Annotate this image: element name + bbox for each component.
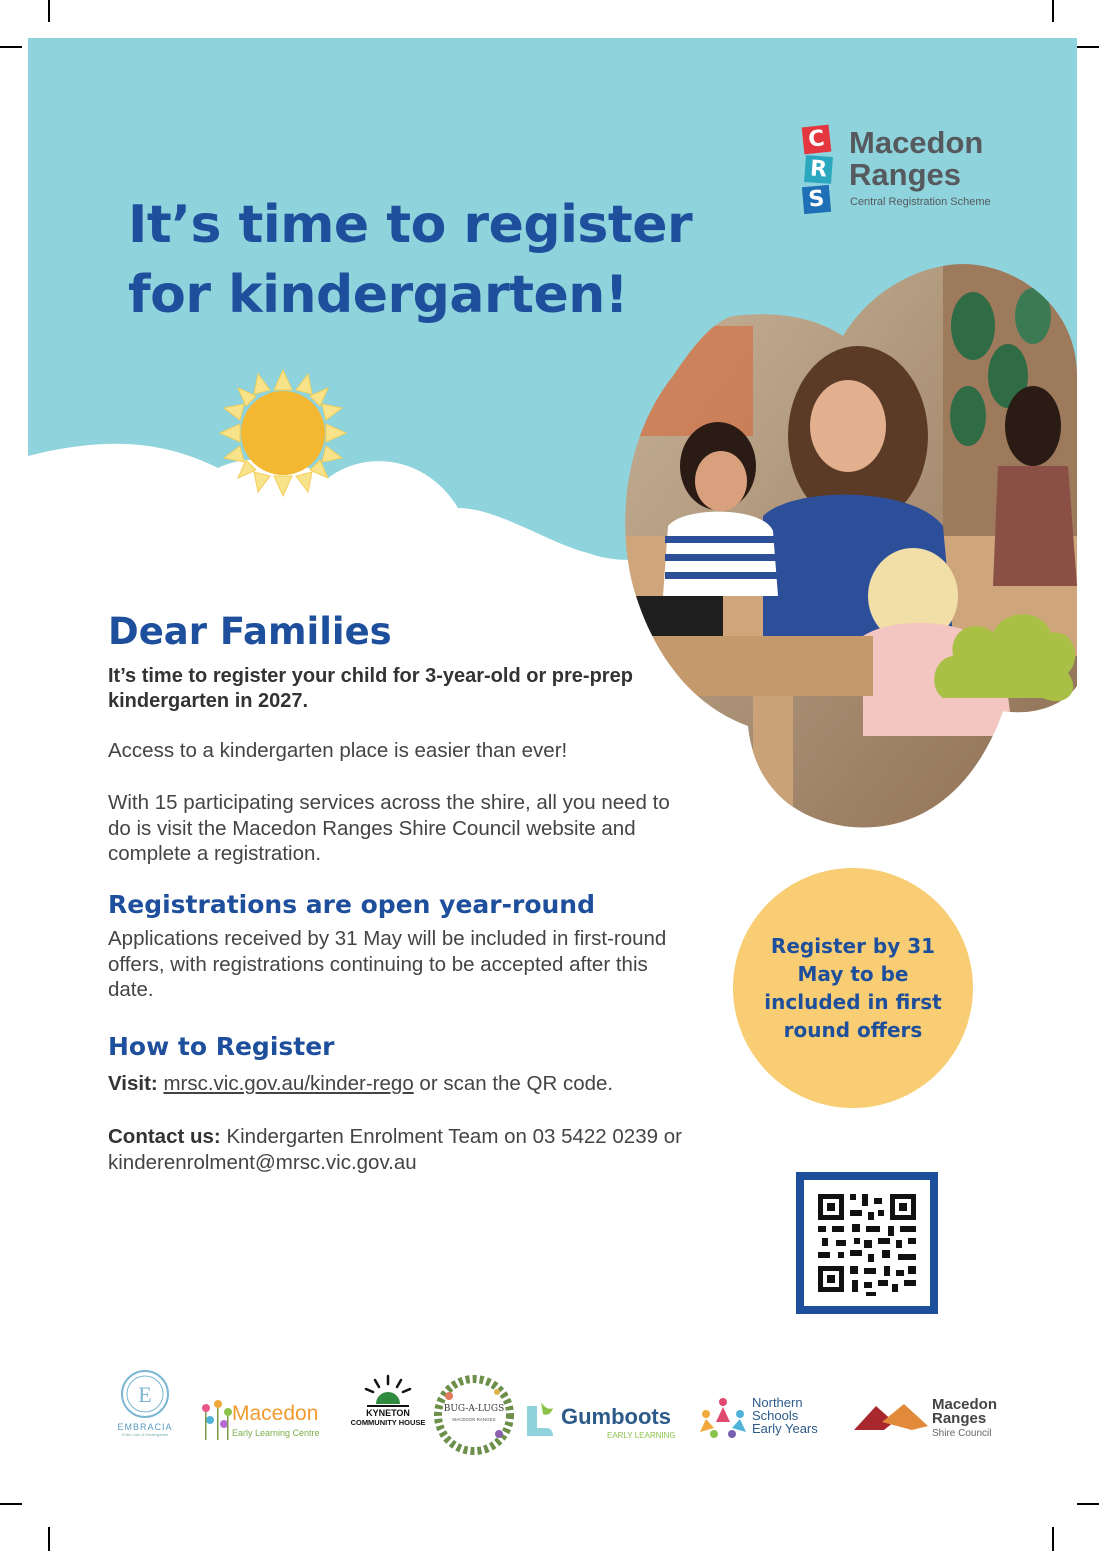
- lead-paragraph: It’s time to register your child for 3-year-old or pre-prep kindergarten in 2027.: [108, 665, 633, 712]
- how-to-heading: How to Register: [108, 1032, 335, 1061]
- poster: [28, 38, 1077, 1513]
- register-link[interactable]: mrsc.vic.gov.au/kinder-rego: [163, 1072, 414, 1095]
- sun-icon: [218, 368, 348, 498]
- brand-subtitle: Central Registration Scheme: [850, 196, 991, 208]
- visit-label: Visit:: [108, 1072, 158, 1095]
- mountain-icon: [854, 1402, 928, 1432]
- people-icon: [698, 1394, 748, 1444]
- logo-macedon-ranges-council: [854, 1396, 1014, 1446]
- greeting-heading: Dear Families: [108, 610, 392, 653]
- gumboots-icon: [523, 1400, 559, 1440]
- crop-mark: [48, 0, 50, 22]
- gumboots-subtitle: EARLY LEARNING: [607, 1431, 676, 1440]
- visit-suffix: or scan the QR code.: [413, 1072, 614, 1095]
- contact-label: Contact us:: [108, 1125, 221, 1148]
- contact-line: [108, 1124, 688, 1175]
- logo-embracia: [110, 1368, 180, 1448]
- embracia-initial: E: [138, 1382, 152, 1407]
- registrations-body: Applications received by 31 May will be included in first-round offers, with registrations continuing to be accepted after this date.: [108, 927, 667, 1001]
- northern-schools-name: Northern Schools Early Years: [752, 1395, 818, 1436]
- visit-line: [108, 1071, 728, 1097]
- crs-letter-s: S: [802, 185, 831, 214]
- paragraph-services: With 15 participating services across the shire, all you need to do is visit the Macedon Ranges Shire Council website and complete a registration.: [108, 791, 670, 865]
- sunrise-icon: [363, 1374, 413, 1408]
- logo-kyneton: [350, 1374, 426, 1444]
- crs-letter-c: C: [802, 125, 832, 155]
- page-title: It’s time to register for kindergarten!: [128, 195, 693, 325]
- deadline-badge: [733, 868, 973, 1108]
- kyneton-subtitle: COMMUNITY HOUSE: [350, 1418, 426, 1427]
- qr-code-icon: [804, 1180, 930, 1306]
- qr-code[interactable]: [796, 1172, 938, 1314]
- logo-gumboots: [523, 1400, 683, 1444]
- crop-mark: [1052, 1527, 1054, 1551]
- crop-mark: [0, 1503, 22, 1505]
- embracia-emblem-icon: [119, 1368, 171, 1420]
- deadline-badge-text: Register by 31 May to be included in first round offers: [764, 934, 942, 1042]
- council-name: Macedon Ranges: [932, 1396, 998, 1427]
- registrations-heading: Registrations are open year-round: [108, 890, 595, 919]
- kyneton-name: KYNETON: [366, 1408, 410, 1418]
- gumboots-name: Gumboots: [561, 1404, 671, 1429]
- crs-letter-r: R: [804, 155, 833, 184]
- crop-mark: [1052, 0, 1054, 22]
- paragraph-access: Access to a kindergarten place is easier than ever!: [108, 739, 568, 762]
- macedon-elc-name: Macedon: [232, 1402, 319, 1425]
- crop-mark: [48, 1527, 50, 1551]
- logo-macedon-elc: [198, 1398, 338, 1444]
- bug-a-lugs-name: BUG-A-LUGS: [443, 1404, 505, 1414]
- crop-mark: [1077, 1503, 1099, 1505]
- macedon-elc-subtitle: Early Learning Centre: [232, 1428, 320, 1438]
- embracia-subtitle: Child Care & Kindergarten: [121, 1432, 169, 1437]
- contact-text: Kindergarten Enrolment Team on 03 5422 0239 or kinderenrolment@mrsc.vic.gov.au: [108, 1125, 682, 1174]
- logo-bug-a-lugs: [433, 1374, 515, 1456]
- council-subtitle: Shire Council: [932, 1428, 992, 1439]
- flower-icon: [198, 1398, 234, 1442]
- logo-northern-schools: [698, 1394, 838, 1444]
- crs-logo: [803, 122, 1043, 222]
- embracia-name: EMBRACIA: [117, 1422, 173, 1432]
- wreath-icon: [433, 1374, 515, 1456]
- crop-mark: [1077, 46, 1099, 48]
- brand-name: Macedon Ranges: [849, 125, 984, 192]
- bug-a-lugs-subtitle: MACEDON RANGES: [452, 1417, 496, 1422]
- bush-decoration: [933, 598, 1077, 708]
- crop-mark: [0, 46, 22, 48]
